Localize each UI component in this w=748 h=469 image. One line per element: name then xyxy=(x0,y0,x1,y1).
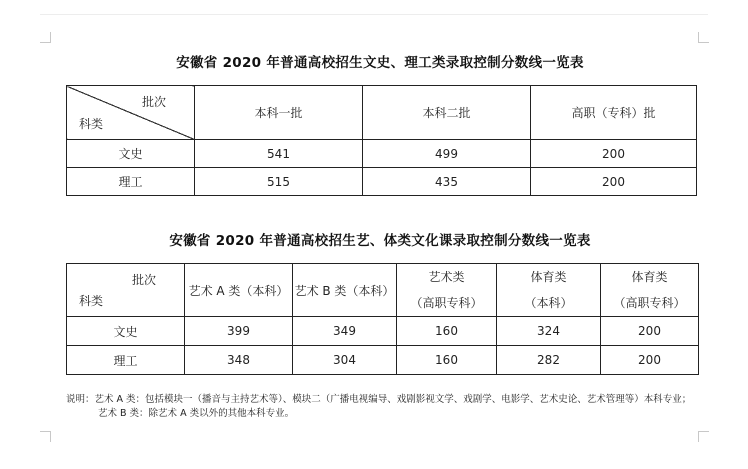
header-subline: （高职专科） xyxy=(410,296,483,310)
table-row xyxy=(67,317,699,346)
header-line: 艺术类 xyxy=(428,270,465,284)
row-label: 文史 xyxy=(67,317,185,346)
score-cell: 200 xyxy=(601,346,699,375)
score-cell: 541 xyxy=(195,140,363,168)
table2-header xyxy=(293,264,397,317)
table2-header xyxy=(397,264,497,317)
score-cell: 304 xyxy=(293,346,397,375)
table1-header: 本科一批 xyxy=(195,86,363,140)
crop-mark-top-left xyxy=(40,32,51,43)
table2-score-lines xyxy=(66,263,699,375)
page-top-rule xyxy=(40,14,708,15)
table-row xyxy=(67,168,697,196)
header-line: 艺术 A 类（本科） xyxy=(188,283,289,298)
table1-title: 安徽省 2020 年普通高校招生文史、理工类录取控制分数线一览表 xyxy=(176,55,584,71)
table1-header: 本科二批 xyxy=(363,86,531,140)
score-cell: 399 xyxy=(185,317,293,346)
crop-mark-bottom-right xyxy=(698,431,709,442)
score-cell: 200 xyxy=(531,140,697,168)
table-row xyxy=(67,346,699,375)
score-cell: 160 xyxy=(397,317,497,346)
score-cell: 324 xyxy=(497,317,601,346)
corner-category-label: 科类 xyxy=(79,294,104,308)
row-label: 理工 xyxy=(67,346,185,375)
header-subline: （本科） xyxy=(524,296,573,310)
note-line: 艺术 B 类：除艺术 A 类以外的其他本科专业。 xyxy=(98,408,295,419)
corner-category-label: 科类 xyxy=(79,117,104,131)
corner-batch-label: 批次 xyxy=(131,273,156,287)
crop-mark-top-right xyxy=(698,32,709,43)
table2-corner-cell xyxy=(67,264,185,317)
table2-header xyxy=(497,264,601,317)
table2-header-row xyxy=(67,264,699,317)
score-cell: 160 xyxy=(397,346,497,375)
score-cell: 499 xyxy=(363,140,531,168)
row-label: 文史 xyxy=(67,140,195,168)
table1-header: 高职（专科）批 xyxy=(531,86,697,140)
header-line: 体育类 xyxy=(631,270,668,284)
score-cell: 200 xyxy=(601,317,699,346)
crop-mark-bottom-left xyxy=(40,431,51,442)
score-cell: 435 xyxy=(363,168,531,196)
header-line: 艺术 B 类（本科） xyxy=(294,283,395,298)
table1-corner-cell xyxy=(67,86,195,140)
score-cell: 349 xyxy=(293,317,397,346)
score-cell: 348 xyxy=(185,346,293,375)
note-line: 说明：艺术 A 类：包括模块一（播音与主持艺术等）、模块二（广播电视编导、戏剧影视文学、戏剧学、电影学、艺术史论、艺术管理等）本科专业； xyxy=(66,394,692,405)
corner-batch-label: 批次 xyxy=(141,95,166,109)
table2-title: 安徽省 2020 年普通高校招生艺、体类文化课录取控制分数线一览表 xyxy=(169,233,591,249)
table1-header-row xyxy=(67,86,697,140)
score-cell: 200 xyxy=(531,168,697,196)
table2-header xyxy=(601,264,699,317)
table2-header xyxy=(185,264,293,317)
header-line: 体育类 xyxy=(530,270,567,284)
score-cell: 282 xyxy=(497,346,601,375)
table1-score-lines xyxy=(66,85,697,196)
header-subline: （高职专科） xyxy=(613,296,686,310)
table-row xyxy=(67,140,697,168)
row-label: 理工 xyxy=(67,168,195,196)
score-cell: 515 xyxy=(195,168,363,196)
